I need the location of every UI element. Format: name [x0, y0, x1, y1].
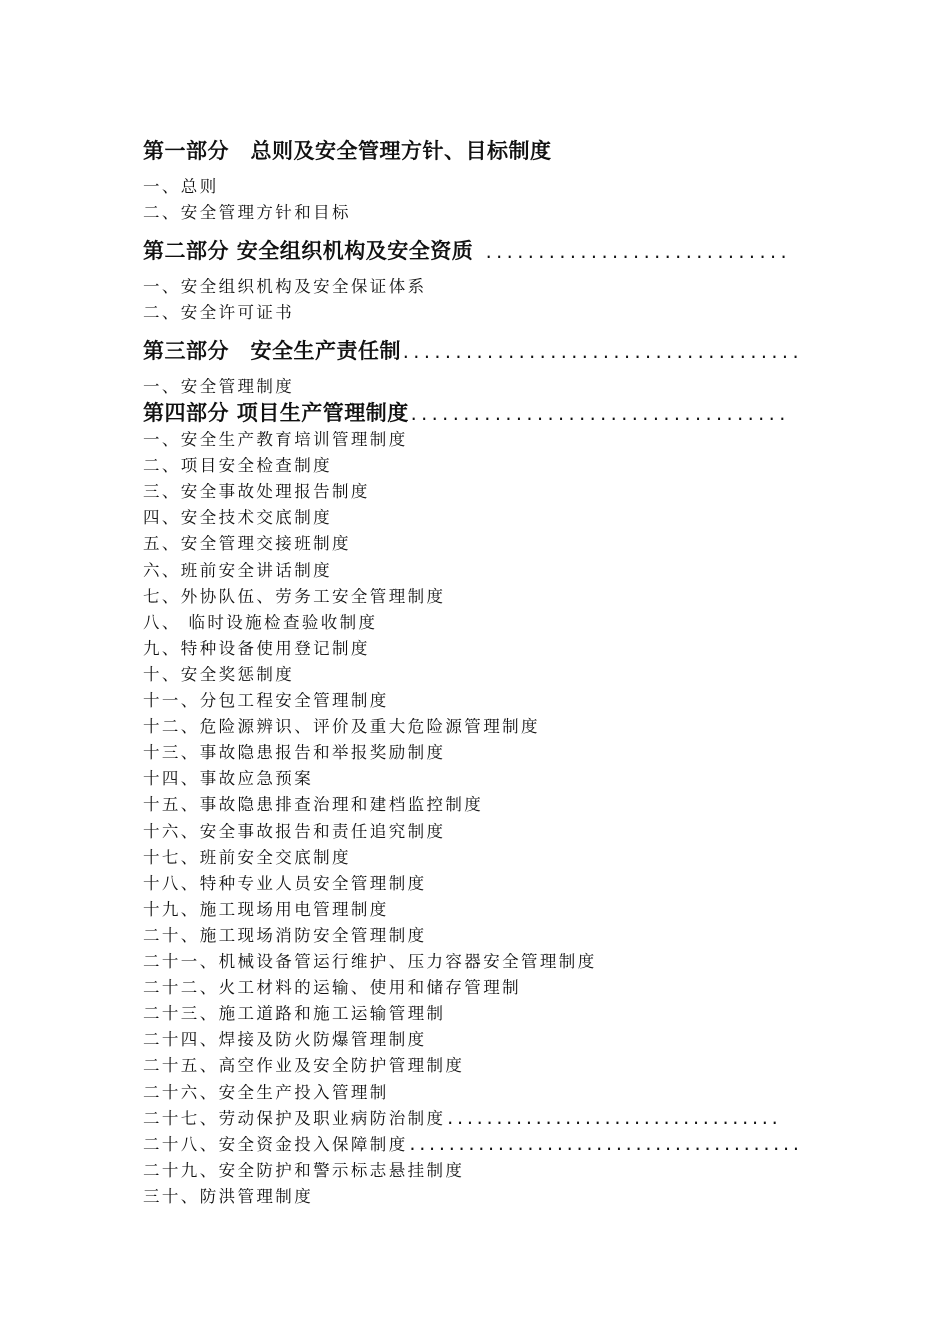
toc-item-label: 二十一、机械设备管运行维护、压力容器安全管理制度	[143, 952, 597, 971]
dot-leader: .............................	[473, 243, 790, 262]
toc-item[interactable]	[143, 1082, 389, 1104]
toc-item[interactable]	[143, 1029, 427, 1051]
toc-heading-part3[interactable]	[143, 338, 801, 366]
toc-item[interactable]: 一、安全管理制度	[143, 377, 295, 396]
toc-item[interactable]	[143, 1160, 464, 1182]
toc-item[interactable]	[143, 612, 377, 634]
toc-item[interactable]	[143, 742, 445, 764]
toc-item[interactable]	[143, 455, 332, 477]
heading-title: 第三部分 安全生产责任制	[143, 339, 401, 363]
toc-item-label: 二、项目安全检查制度	[143, 456, 332, 475]
toc-item[interactable]	[143, 586, 445, 608]
toc-item[interactable]	[143, 951, 597, 973]
toc-item[interactable]	[143, 925, 427, 947]
toc-item-label: 一、安全生产教育培训管理制度	[143, 430, 408, 449]
toc-item[interactable]	[143, 429, 408, 451]
toc-item-label: 八、 临时设施检查验收制度	[143, 613, 378, 632]
toc-item-label: 三十、防洪管理制度	[143, 1187, 314, 1206]
toc-item-label: 十八、特种专业人员安全管理制度	[143, 874, 427, 893]
toc-item-label: 十三、事故隐患报告和举报奖励制度	[143, 743, 446, 762]
toc-item[interactable]	[143, 977, 521, 999]
toc-item-label: 四、安全技术交底制度	[143, 508, 332, 527]
toc-item[interactable]: 二、安全管理方针和目标	[143, 203, 351, 222]
toc-item[interactable]	[143, 821, 445, 843]
toc-item-label: 九、特种设备使用登记制度	[143, 639, 370, 658]
heading-title: 第二部分 安全组织机构及安全资质	[143, 239, 474, 263]
toc-item-label: 十二、危险源辨识、评价及重大危险源管理制度	[143, 717, 540, 736]
toc-item[interactable]	[143, 794, 483, 816]
toc-item[interactable]	[143, 690, 389, 712]
toc-item[interactable]	[143, 560, 332, 582]
toc-item-label: 二十五、高空作业及安全防护管理制度	[143, 1056, 465, 1075]
toc-item[interactable]	[143, 638, 370, 660]
toc-item[interactable]	[143, 899, 389, 921]
toc-item[interactable]: 一、安全组织机构及安全保证体系	[143, 277, 427, 296]
toc-item-label: 二十二、火工材料的运输、使用和储存管理制	[143, 978, 521, 997]
dot-leader: ....................................	[408, 405, 788, 424]
toc-item-label: 十、安全奖惩制度	[143, 665, 295, 684]
toc-item-label: 七、外协队伍、劳务工安全管理制度	[143, 587, 446, 606]
toc-item[interactable]	[143, 1055, 464, 1077]
toc-item[interactable]: 一、总则	[143, 177, 219, 196]
toc-item-label: 二十七、劳动保护及职业病防治制度	[143, 1109, 446, 1128]
toc-item-label: 十一、分包工程安全管理制度	[143, 691, 389, 710]
toc-item[interactable]	[143, 768, 313, 790]
toc-item[interactable]	[143, 533, 351, 555]
toc-item[interactable]	[143, 1003, 445, 1025]
toc-item-label: 二十六、安全生产投入管理制	[143, 1083, 389, 1102]
dot-leader: ......................................	[401, 343, 802, 362]
toc-item[interactable]	[143, 1108, 780, 1130]
toc-item[interactable]	[143, 1186, 313, 1208]
toc-heading-part1[interactable]	[143, 138, 552, 164]
toc-item-label: 六、班前安全讲话制度	[143, 561, 332, 580]
toc-item[interactable]	[143, 1134, 801, 1156]
toc-item[interactable]	[143, 716, 540, 738]
toc-item-label: 十九、施工现场用电管理制度	[143, 900, 389, 919]
toc-item-label: 五、安全管理交接班制度	[143, 534, 351, 553]
dot-leader: ........................................	[407, 1135, 801, 1154]
toc-item-label: 二十九、安全防护和警示标志悬挂制度	[143, 1161, 465, 1180]
toc-item-label: 十五、事故隐患排查治理和建档监控制度	[143, 795, 484, 814]
toc-item[interactable]	[143, 664, 294, 686]
toc-item-label: 二十八、安全资金投入保障制度	[143, 1135, 408, 1154]
toc-item[interactable]	[143, 507, 332, 529]
toc-item-label: 三、安全事故处理报告制度	[143, 482, 370, 501]
toc-item-label: 二十、施工现场消防安全管理制度	[143, 926, 427, 945]
toc-heading-part4[interactable]	[143, 400, 788, 428]
heading-title: 第一部分 总则及安全管理方针、目标制度	[143, 139, 552, 163]
toc-item-label: 十四、事故应急预案	[143, 769, 314, 788]
toc-item-label: 二十三、施工道路和施工运输管理制	[143, 1004, 446, 1023]
toc-item-label: 二十四、焊接及防火防爆管理制度	[143, 1030, 427, 1049]
toc-item-label: 十六、安全事故报告和责任追究制度	[143, 822, 446, 841]
toc-item[interactable]	[143, 873, 427, 895]
toc-item[interactable]	[143, 847, 351, 869]
toc-item[interactable]: 二、安全许可证书	[143, 303, 295, 322]
toc-heading-part2[interactable]	[143, 238, 789, 266]
toc-item[interactable]	[143, 481, 370, 503]
dot-leader: ..................................	[445, 1109, 780, 1128]
toc-item-label: 十七、班前安全交底制度	[143, 848, 351, 867]
heading-title: 第四部分 项目生产管理制度	[143, 401, 409, 425]
